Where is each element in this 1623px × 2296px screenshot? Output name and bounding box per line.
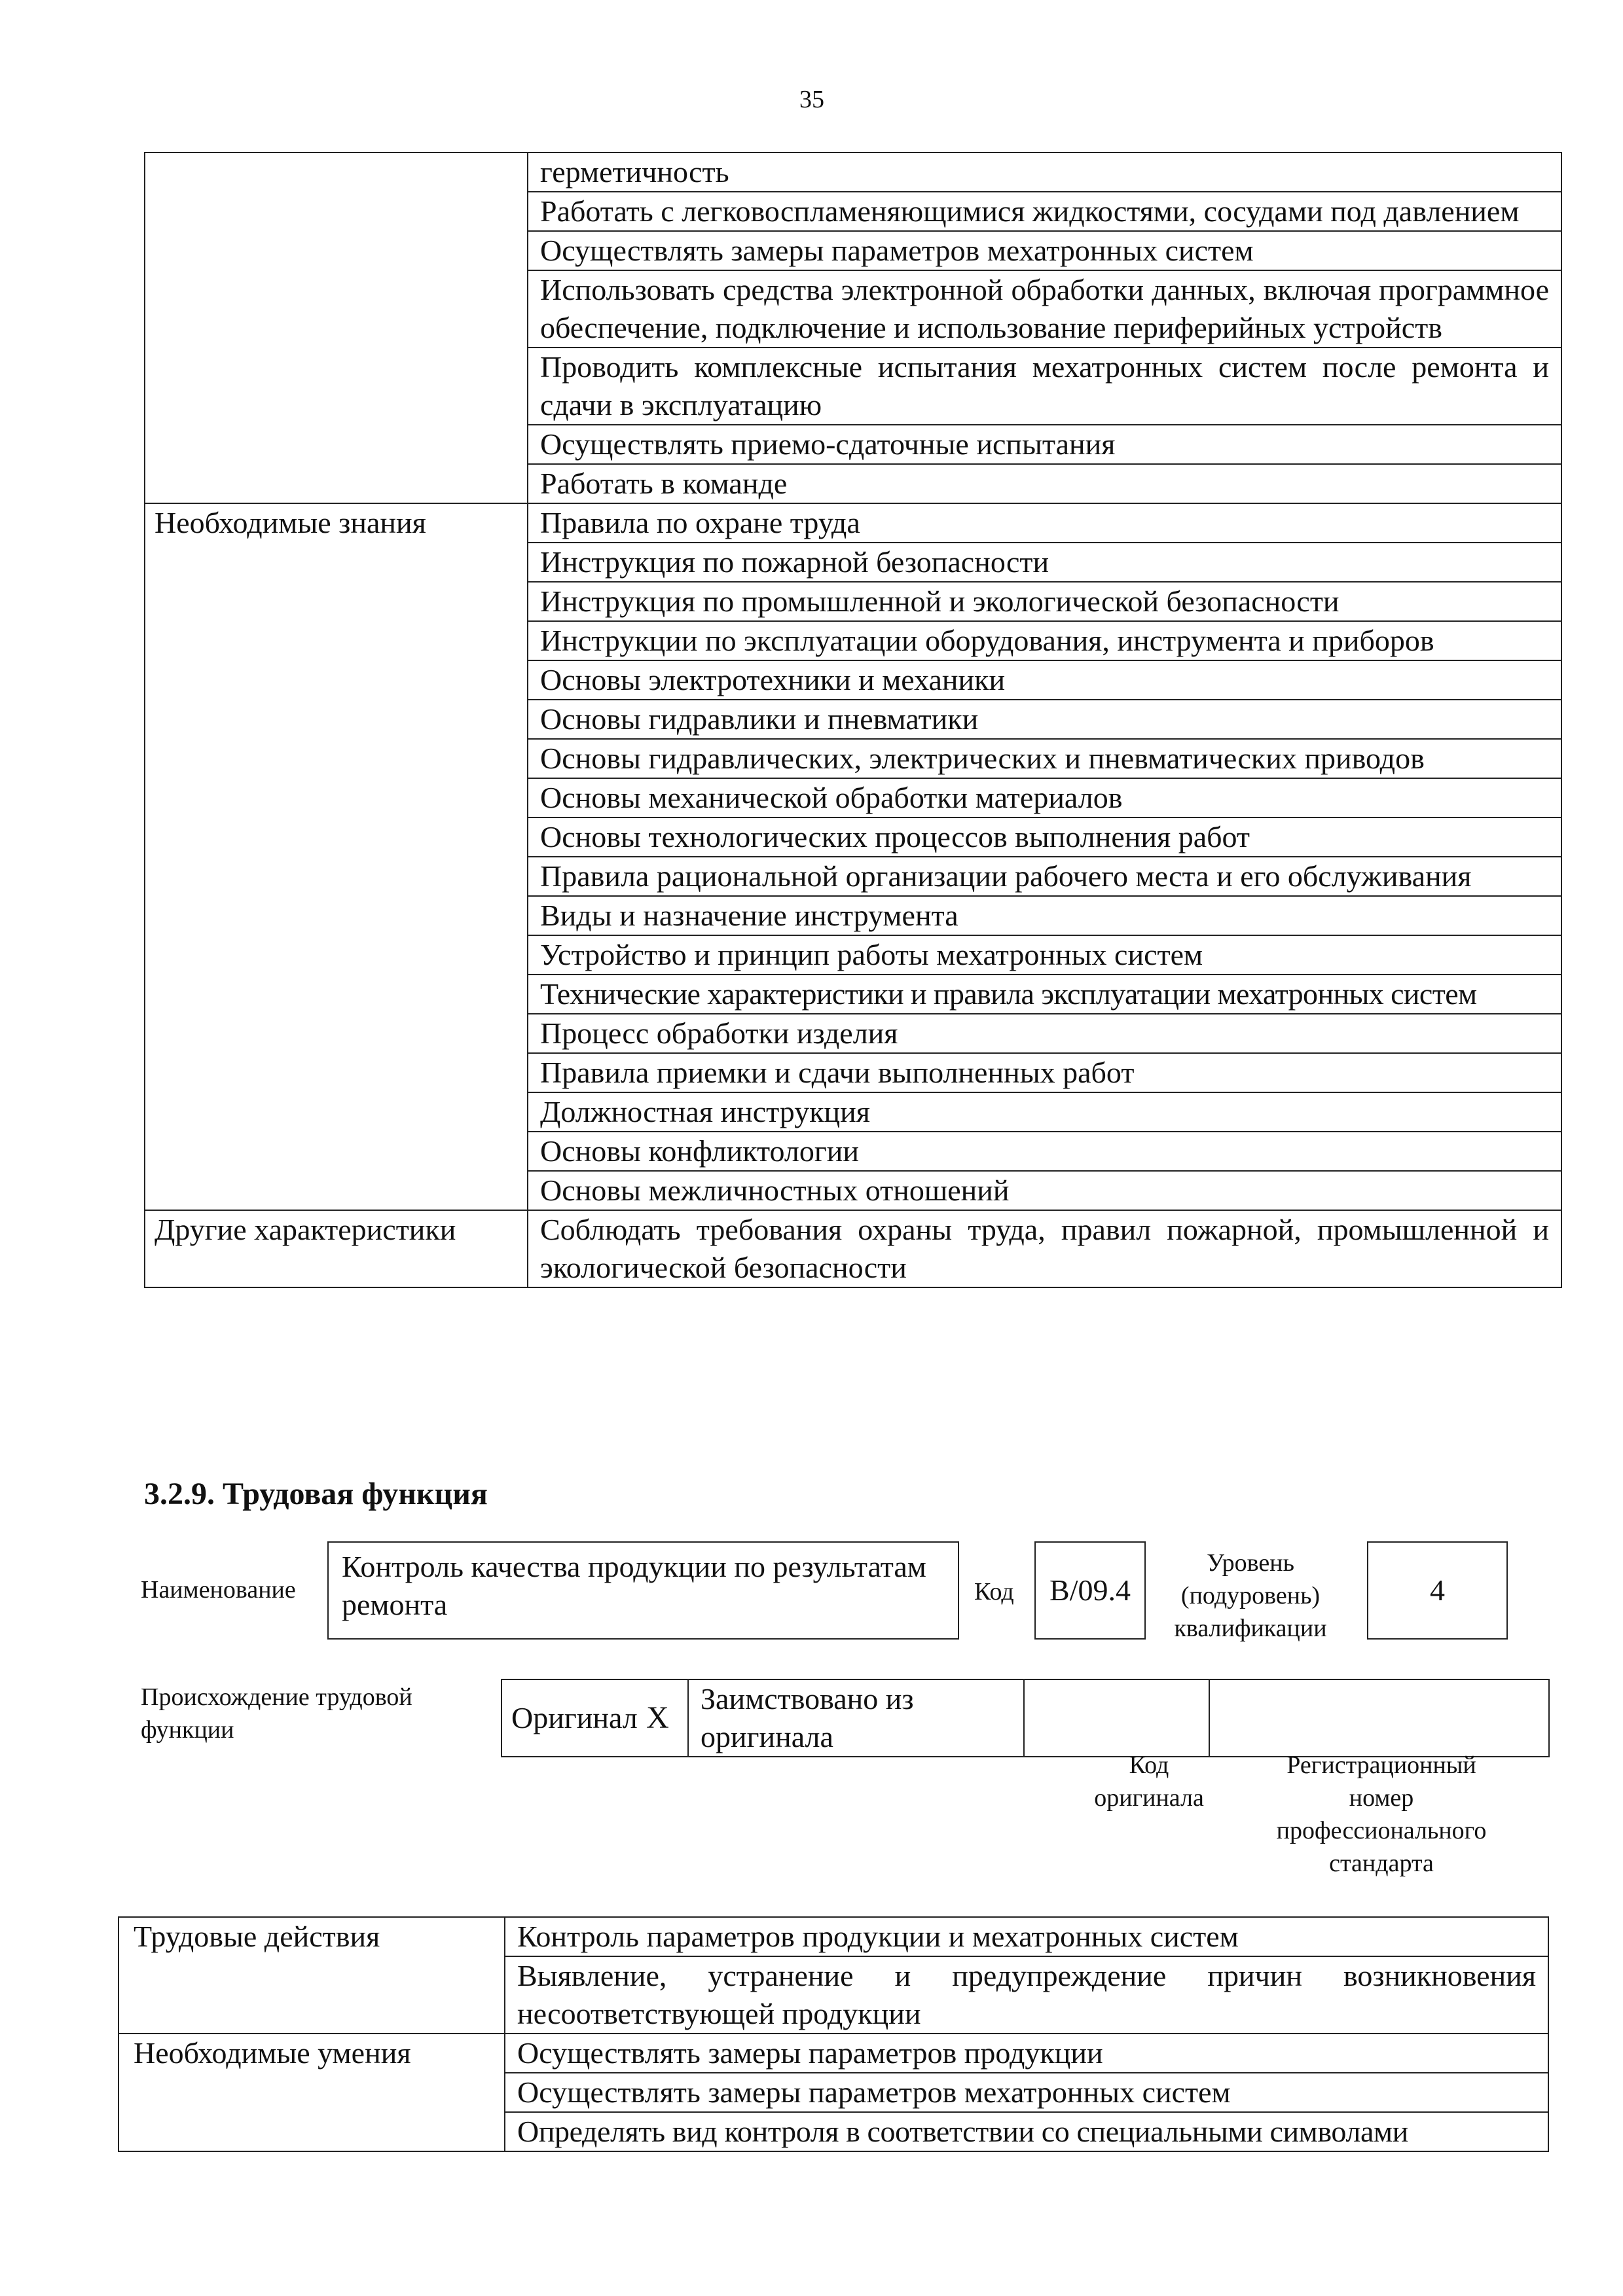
row-label: Необходимые знания xyxy=(145,503,528,1210)
table-cell: Основы электротехники и механики xyxy=(528,660,1561,700)
table-cell: Проводить комплексные испытания мехатронных систем после ремонта и сдачи в эксплуатацию xyxy=(528,348,1561,425)
table-cell: Технические характеристики и правила эксплуатации мехатронных систем xyxy=(528,975,1561,1014)
table-cell: герметичность xyxy=(528,152,1561,192)
table-cell: Выявление, устранение и предупреждение причин возникновения несоответствующей продукции xyxy=(505,1956,1548,2034)
table-cell: Правила по охране труда xyxy=(528,503,1561,543)
name-label: Наименование xyxy=(141,1576,296,1604)
table-cell: Контроль параметров продукции и мехатронных систем xyxy=(505,1917,1548,1956)
table-cell: Работать с легковоспламеняющимися жидкостями, сосудами под давлением xyxy=(528,192,1561,231)
table-cell: Осуществлять замеры параметров мехатронных систем xyxy=(528,231,1561,270)
function-name: Контроль качества продукции по результатам ремонта xyxy=(342,1550,926,1621)
table-row xyxy=(501,1679,1549,1757)
code-original-cell xyxy=(1024,1679,1209,1757)
code-label: Код xyxy=(974,1578,1014,1605)
table-cell: Осуществлять замеры параметров мехатронных систем xyxy=(505,2073,1548,2112)
table-cell: Инструкция по промышленной и экологической безопасности xyxy=(528,582,1561,621)
table-cell: Осуществлять замеры параметров продукции xyxy=(505,2034,1548,2073)
table-cell: Использовать средства электронной обработки данных, включая программное обеспечение, подключение и использование периферийных устройств xyxy=(528,270,1561,348)
actions-skills-table xyxy=(118,1916,1549,2152)
table-cell: Соблюдать требования охраны труда, правил пожарной, промышленной и экологической безопасности xyxy=(528,1210,1561,1287)
borrowed-label: Заимствовано из оригинала xyxy=(688,1679,1024,1757)
table-cell: Основы гидравлических, электрических и пневматических приводов xyxy=(528,739,1561,778)
table-cell: Основы механической обработки материалов xyxy=(528,778,1561,817)
table-row xyxy=(145,1210,1561,1287)
table-cell: Устройство и принцип работы мехатронных систем xyxy=(528,935,1561,975)
table-cell: Процесс обработки изделия xyxy=(528,1014,1561,1053)
row-label xyxy=(145,152,528,503)
table-cell: Основы конфликтологии xyxy=(528,1132,1561,1171)
table-cell: Инструкции по эксплуатации оборудования, инструмента и приборов xyxy=(528,621,1561,660)
level-value-box xyxy=(1367,1541,1508,1640)
table-cell: Основы гидравлики и пневматики xyxy=(528,700,1561,739)
table-row xyxy=(145,152,1561,192)
table-cell: Основы межличностных отношений xyxy=(528,1171,1561,1210)
table-row xyxy=(119,2034,1548,2073)
origin-table xyxy=(501,1679,1550,1757)
original-label: Оригинал xyxy=(501,1679,628,1757)
name-value-box xyxy=(327,1541,959,1640)
level-label: Уровень (подуровень) квалификации xyxy=(1174,1549,1327,1642)
page-number: 35 xyxy=(799,86,824,113)
table-row xyxy=(119,1917,1548,1956)
level-value: 4 xyxy=(1430,1573,1445,1607)
code-value-box xyxy=(1034,1541,1146,1640)
original-mark: X xyxy=(628,1679,688,1757)
table-cell: Работать в команде xyxy=(528,464,1561,503)
table-cell: Виды и назначение инструмента xyxy=(528,896,1561,935)
table-cell: Должностная инструкция xyxy=(528,1092,1561,1132)
origin-label: Происхождение трудовой функции xyxy=(141,1683,412,1744)
section-title: 3.2.9. Трудовая функция xyxy=(144,1477,488,1511)
reg-number-cell xyxy=(1209,1679,1549,1757)
table-cell: Основы технологических процессов выполнения работ xyxy=(528,817,1561,857)
skills-knowledge-table xyxy=(144,152,1562,1288)
reg-number-caption: Регистрационный номер профессионального стандарта xyxy=(1276,1751,1487,1877)
row-label: Другие характеристики xyxy=(145,1210,528,1287)
table-cell: Правила приемки и сдачи выполненных работ xyxy=(528,1053,1561,1092)
code-original-caption: Код оригинала xyxy=(1094,1751,1204,1812)
table-row xyxy=(145,503,1561,543)
table-cell: Правила рациональной организации рабочего места и его обслуживания xyxy=(528,857,1561,896)
row-label: Необходимые умения xyxy=(119,2034,505,2151)
code-value: B/09.4 xyxy=(1049,1573,1131,1607)
table-cell: Инструкция по пожарной безопасности xyxy=(528,543,1561,582)
table-cell: Осуществлять приемо-сдаточные испытания xyxy=(528,425,1561,464)
table-cell: Определять вид контроля в соответствии со специальными символами xyxy=(505,2112,1548,2151)
row-label: Трудовые действия xyxy=(119,1917,505,2034)
